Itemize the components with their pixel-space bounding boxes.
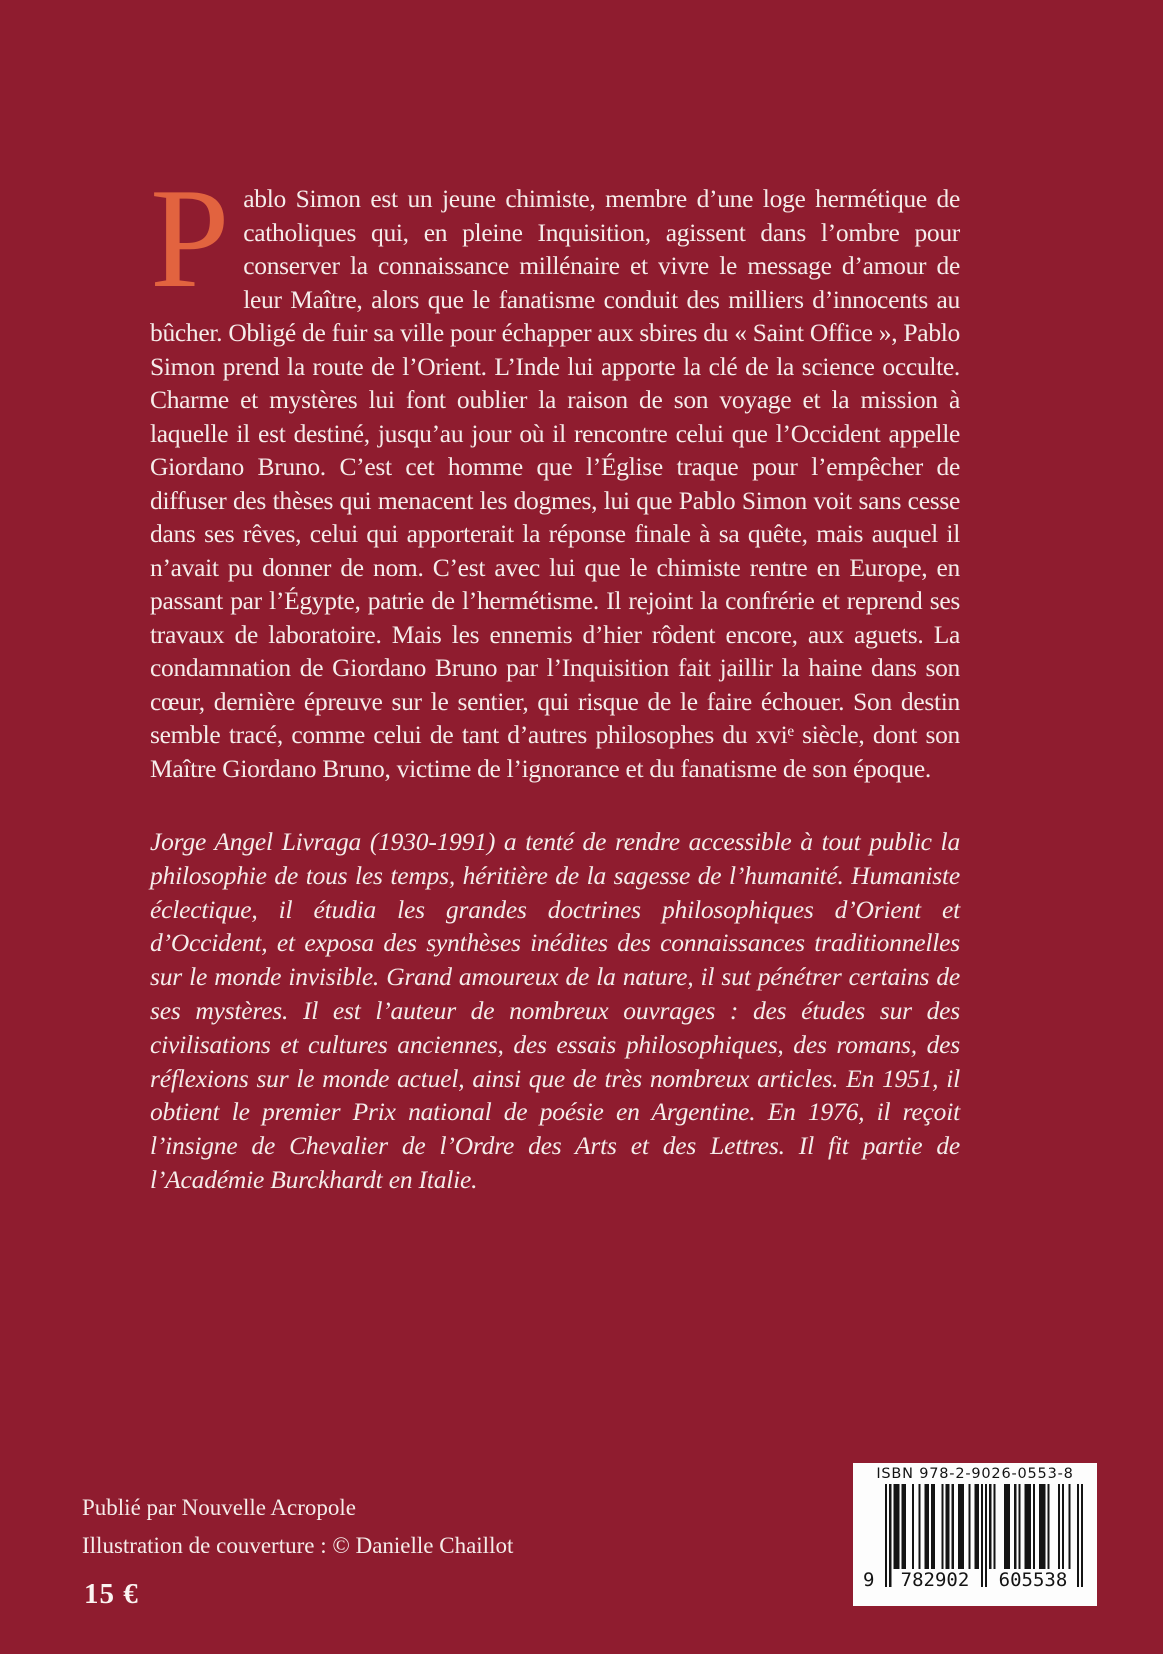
isbn-label: ISBN 978-2-9026-0553-8 [876, 1466, 1074, 1482]
illustration-credit-line: Illustration de couverture : © Danielle Chaillot [82, 1533, 514, 1558]
barcode-digit-group1: 782902 [900, 1569, 970, 1591]
price-label: 15 € [84, 1578, 139, 1610]
blurb-block [150, 159, 960, 1197]
barcode-bars-wrap [863, 1484, 1083, 1591]
synopsis-paragraph [150, 159, 960, 785]
barcode-digit-group2: 605538 [998, 1569, 1068, 1591]
barcode-digit-first: 9 [863, 1569, 875, 1591]
publisher-block [82, 1489, 513, 1565]
barcode-box [853, 1463, 1097, 1606]
dropcap-letter: P [150, 159, 230, 317]
publisher-line: Publié par Nouvelle Acropole [82, 1495, 357, 1520]
synopsis-text: ablo Simon est un jeune chimiste, membre d’une loge hermétique de catholiques qui, en pleine Inquisition, agissent dans l’ombre pour conserver la connaissance millénaire et vivre le message d’amour de leur Maître, alors que le fanatisme conduit des milliers d’innocents au bûcher. Obligé de fuir sa ville pour échapper aux sbires du « Saint Office », Pablo Simon prend la route de l’Orient. L’Inde lui apporte la clé de la science occulte. Charme et mystères lui font oublier la raison de son voyage et la mission à laquelle il est destiné, jusqu’au jour où il rencontre celui que l’Occident appelle Giordano Bruno. C’est cet homme que l’Église traque pour l’empêcher de diffuser des thèses qui menacent les dogmes, lui que Pablo Simon voit sans cesse dans ses rêves, celui qui apporterait la réponse finale à sa quête, mais auquel il n’avait pu donner de nom. C’est avec lui que le chimiste rentre en Europe, en passant par l’Égypte, patrie de l’hermétisme. Il rejoint la confrérie et reprend ses travaux de laboratoire. Mais les ennemis d’hier rôdent encore, aux aguets. La condamnation de Giordano Bruno par l’Inquisition fait jaillir la haine dans son cœur, dernière épreuve sur le sentier, qui risque de le faire échouer. Son destin semble tracé, comme celui de tant d’autres philosophes du xviᵉ siècle, dont son Maître Giordano Bruno, victime de l’ignorance et du fanatisme de son époque. [150, 184, 960, 783]
author-bio-paragraph: Jorge Angel Livraga (1930-1991) a tenté de rendre accessible à tout public la philosophie de tous les temps, héritière de la sagesse de l’humanité. Humaniste éclectique, il étudia les grandes doctrines philosophiques d’Orient et d’Occident, et exposa des synthèses inédites des connaissances traditionnelles sur le monde invisible. Grand amoureux de la nature, il sut pénétrer certains de ses mystères. Il est l’auteur de nombreux ouvrages : des études sur des civilisations et cultures anciennes, des essais philosophiques, des romans, des réflexions sur le monde actuel, ainsi que de très nombreux articles. En 1951, il obtient le premier Prix national de poésie en Argentine. En 1976, il reçoit l’insigne de Chevalier de l’Ordre des Arts et des Lettres. Il fit partie de l’Académie Burckhardt en Italie. [150, 827, 960, 1194]
